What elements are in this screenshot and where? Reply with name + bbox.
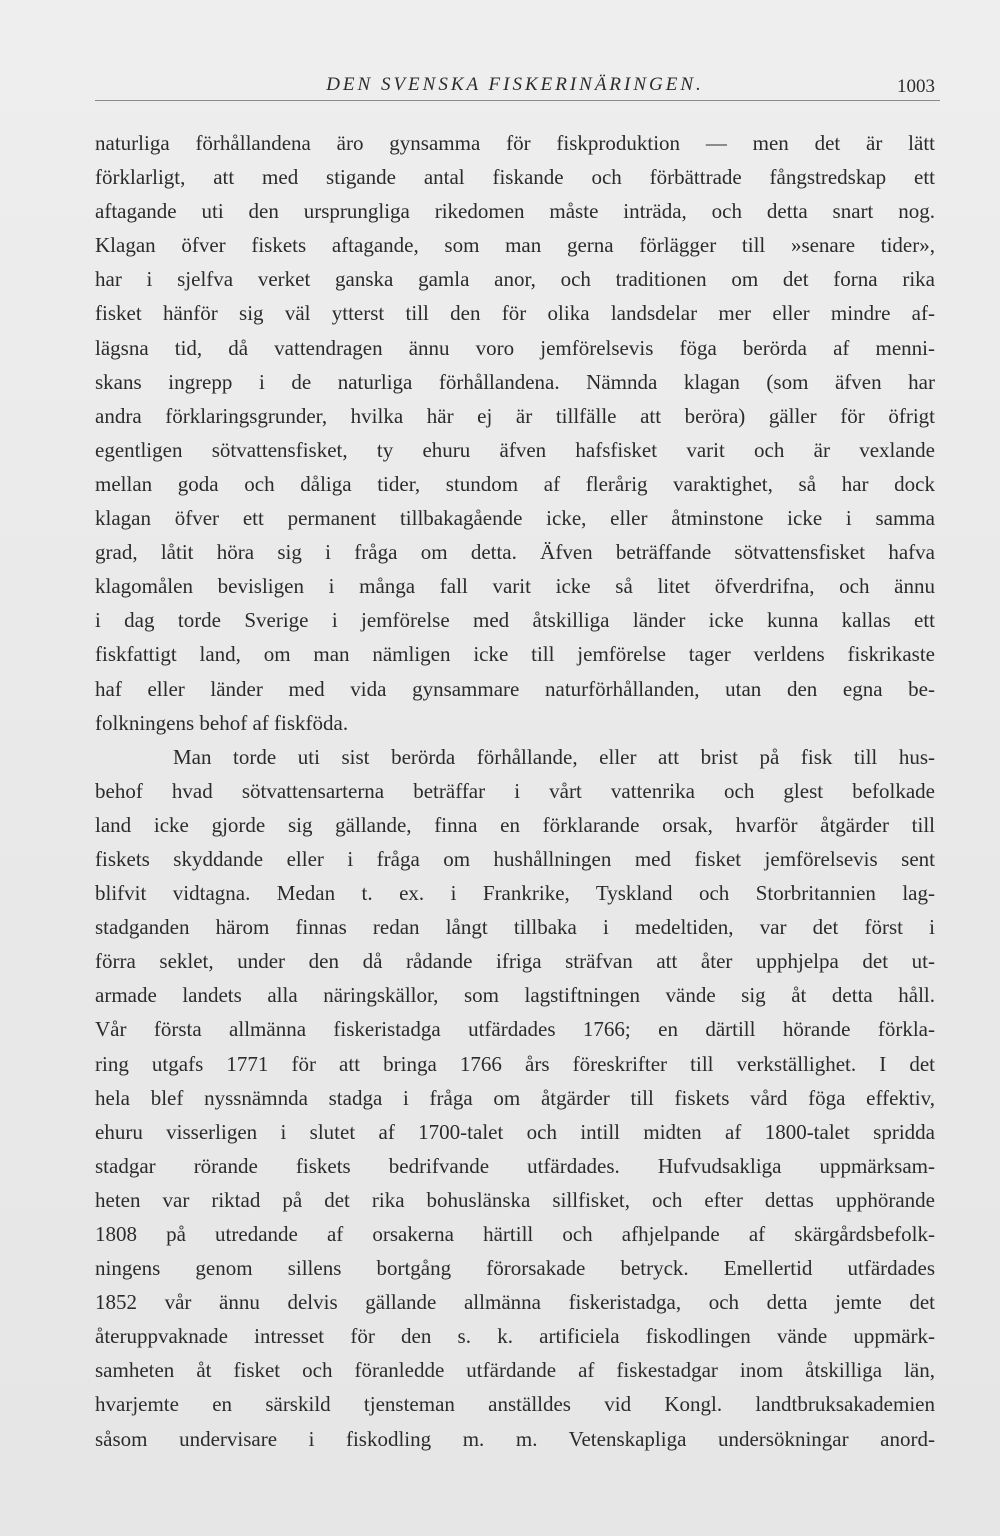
text-line: stadgar rörande fiskets bedrifvande utfärdades. Hufvudsakliga uppmärksam- [95, 1153, 935, 1178]
text-line: ehuru visserligen i slutet af 1700-talet och intill midten af 1800-talet spridda [95, 1119, 935, 1144]
text-line: aftagande uti den ursprungliga rikedomen måste inträda, och detta snart nog. [95, 199, 935, 224]
text-line: klagan öfver ett permanent tillbakagående icke, eller åtminstone icke i samma [95, 506, 935, 531]
text-line: blifvit vidtagna. Medan t. ex. i Frankrike, Tyskland och Storbritannien lag- [95, 881, 935, 906]
text-line: grad, låtit höra sig i fråga om detta. Äfven beträffande sötvattensfisket hafva [95, 540, 935, 565]
text-line: Man torde uti sist berörda förhållande, eller att brist på fisk till hus- [173, 744, 935, 769]
text-line: klagomålen bevisligen i många fall varit icke så litet öfverdrifna, och ännu [95, 574, 935, 599]
text-line: hvarjemte en särskild tjensteman anställdes vid Kongl. landtbruksakademien [95, 1392, 935, 1417]
text-line: Klagan öfver fiskets aftagande, som man gerna förlägger till »senare tider», [95, 233, 935, 258]
text-line: ring utgafs 1771 för att bringa 1766 års föreskrifter till verkställighet. I det [95, 1051, 935, 1076]
text-line: såsom undervisare i fiskodling m. m. Vetenskapliga undersökningar anord- [95, 1426, 935, 1451]
text-line: haf eller länder med vida gynsammare naturförhållanden, utan den egna be- [95, 676, 935, 701]
text-line: behof hvad sötvattensarterna beträffar i vårt vattenrika och glest befolkade [95, 778, 935, 803]
text-line: fiskfattigt land, om man nämligen icke till jemförelse tager verldens fiskrikaste [95, 642, 935, 667]
text-line: 1808 på utredande af orsakerna härtill och afhjelpande af skärgårdsbefolk- [95, 1222, 935, 1246]
text-line: 1852 vår ännu delvis gällande allmänna fiskeristadga, och detta jemte det [95, 1290, 935, 1315]
text-line: hela blef nyssnämnda stadga i fråga om åtgärder till fiskets vård föga effektiv, [95, 1085, 935, 1110]
text-line: egentligen sötvattensfisket, ty ehuru äfven hafsfisket varit och är vexlande [95, 437, 935, 462]
text-line: lägsna tid, då vattendragen ännu voro jemförelsevis föga berörda af menni- [95, 335, 935, 360]
text-line: skans ingrepp i de naturliga förhållandena. Nämnda klagan (som äfven har [95, 369, 935, 394]
text-line: förra seklet, under den då rådande ifriga sträfvan att åter upphjelpa det ut- [95, 949, 935, 974]
text-line: samheten åt fisket och föranledde utfärdande af fiskestadgar inom åtskilliga län, [95, 1358, 935, 1383]
page-number: 1003 [897, 76, 935, 97]
text-line: återuppvaknade intresset för den s. k. artificiela fiskodlingen vände uppmärk- [95, 1324, 935, 1349]
text-line: andra förklaringsgrunder, hvilka här ej är tillfälle att beröra) gäller för öfrigt [95, 403, 935, 428]
text-line: i dag torde Sverige i jemförelse med åtskilliga länder icke kunna kallas ett [95, 608, 935, 633]
text-line: ningens genom sillens bortgång förorsakade betryck. Emellertid utfärdades [95, 1256, 935, 1281]
text-line: folkningens behof af fiskföda. [95, 710, 349, 735]
text-line: fisket hänför sig väl ytterst till den för olika landsdelar mer eller mindre af- [95, 301, 935, 326]
text-line: mellan goda och dåliga tider, stundom af flerårig varaktighet, så har dock [95, 471, 935, 496]
text-line: stadganden härom finnas redan långt tillbaka i medeltiden, var det först i [95, 915, 935, 940]
paragraph [95, 126, 935, 740]
running-title: DEN SVENSKA FISKERINÄRINGEN. [326, 74, 704, 95]
text-line: naturliga förhållandena äro gynsamma för fiskproduktion — men det är lätt [95, 131, 935, 155]
text-line: förklarligt, att med stigande antal fiskande och förbättrade fångstredskap ett [95, 165, 935, 190]
body-text [95, 126, 935, 1456]
paragraph [95, 740, 935, 1456]
text-line: fiskets skyddande eller i fråga om hushållningen med fisket jemförelsevis sent [95, 846, 935, 871]
text-line: land icke gjorde sig gällande, finna en förklarande orsak, hvarför åtgärder till [95, 812, 935, 837]
text-line: heten var riktad på det rika bohuslänska sillfisket, och efter dettas upphörande [95, 1187, 935, 1212]
text-line: har i sjelfva verket ganska gamla anor, och traditionen om det forna rika [95, 267, 935, 292]
header-rule [95, 100, 940, 101]
running-header [95, 72, 935, 98]
text-line: armade landets alla näringskällor, som lagstiftningen vände sig åt detta håll. [95, 983, 935, 1008]
text-line: Vår första allmänna fiskeristadga utfärdades 1766; en därtill hörande förkla- [95, 1017, 935, 1042]
